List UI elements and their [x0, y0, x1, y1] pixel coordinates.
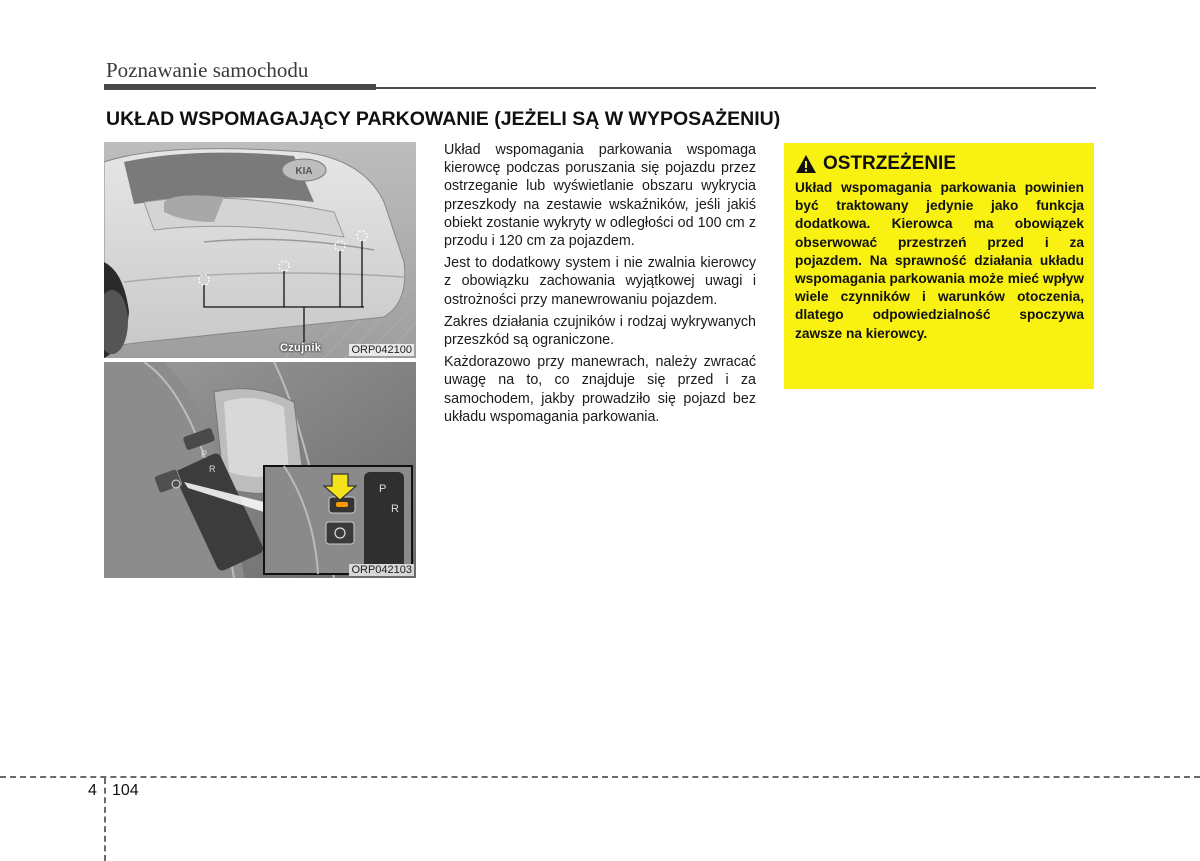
svg-text:P: P	[379, 483, 387, 495]
body-paragraph: Każdorazowo przy manewrach, należy zwracać uwagę na to, co znajduje się przed i za samochodem, jakby prowadziło się pojazd bez układu wspomagania parkowania.	[444, 354, 756, 425]
warning-text: Układ wspomagania parkowania powinien być traktowany jedynie jako funkcja dodatkowa. Kierowca ma obowiązek obserwować przestrzeń przed i za pojazdem. Na sprawność działania układu wspomagania parkowania może mieć wpływ wiele czynników i warunków otoczenia, dlatego odpowiedzialność spoczywa zawsze na kierowcy.	[795, 180, 1084, 341]
body-text	[444, 141, 756, 430]
svg-text:P: P	[201, 449, 208, 459]
header-rule	[376, 87, 1096, 89]
sensor-callout: Czujnik	[280, 342, 322, 354]
figure-code: ORP042100	[351, 344, 412, 356]
header-bar	[104, 84, 376, 90]
svg-text:KIA: KIA	[295, 166, 313, 177]
body-paragraph: Zakres działania czujników i rodzaj wykrywanych przeszkód są ograniczone.	[444, 313, 756, 349]
figure-rear-sensors	[104, 142, 416, 358]
warning-triangle-icon	[795, 154, 817, 174]
figure-switch	[104, 362, 416, 578]
figure-code: ORP042103	[351, 564, 412, 576]
warning-box	[784, 143, 1094, 389]
warning-title: OSTRZEŻENIE	[823, 153, 957, 174]
parking-assist-switch-illustration	[104, 362, 416, 578]
footer-vertical-divider	[104, 778, 106, 861]
section-title: UKŁAD WSPOMAGAJĄCY PARKOWANIE (JEŻELI SĄ W WYPOSAŻENIU)	[106, 108, 781, 130]
page-number: 104	[112, 782, 139, 799]
footer-divider	[0, 776, 1200, 778]
car-rear-bumper-sensors-illustration	[104, 142, 416, 358]
header-title: Poznawanie samochodu	[106, 58, 309, 82]
warning-header	[795, 153, 1084, 175]
body-paragraph: Układ wspomagania parkowania wspomaga kierowcę podczas poruszania się pojazdu przez ostrzeganie lub wyświetlanie obszaru wykrycia przeszkody na zestawie wskaźników, jeśli jakiś obiekt zostanie wykryty w odległości od 100 cm z przodu i 120 cm za pojazdem.	[444, 142, 756, 250]
chapter-number: 4	[88, 782, 97, 799]
body-paragraph: Jest to dodatkowy system i nie zwalnia kierowcy z obowiązku zachowania wyjątkowej uwagi i ostrożności przy manewrowaniu pojazdem.	[444, 255, 756, 308]
svg-text:R: R	[391, 503, 399, 515]
svg-text:R: R	[209, 464, 216, 474]
